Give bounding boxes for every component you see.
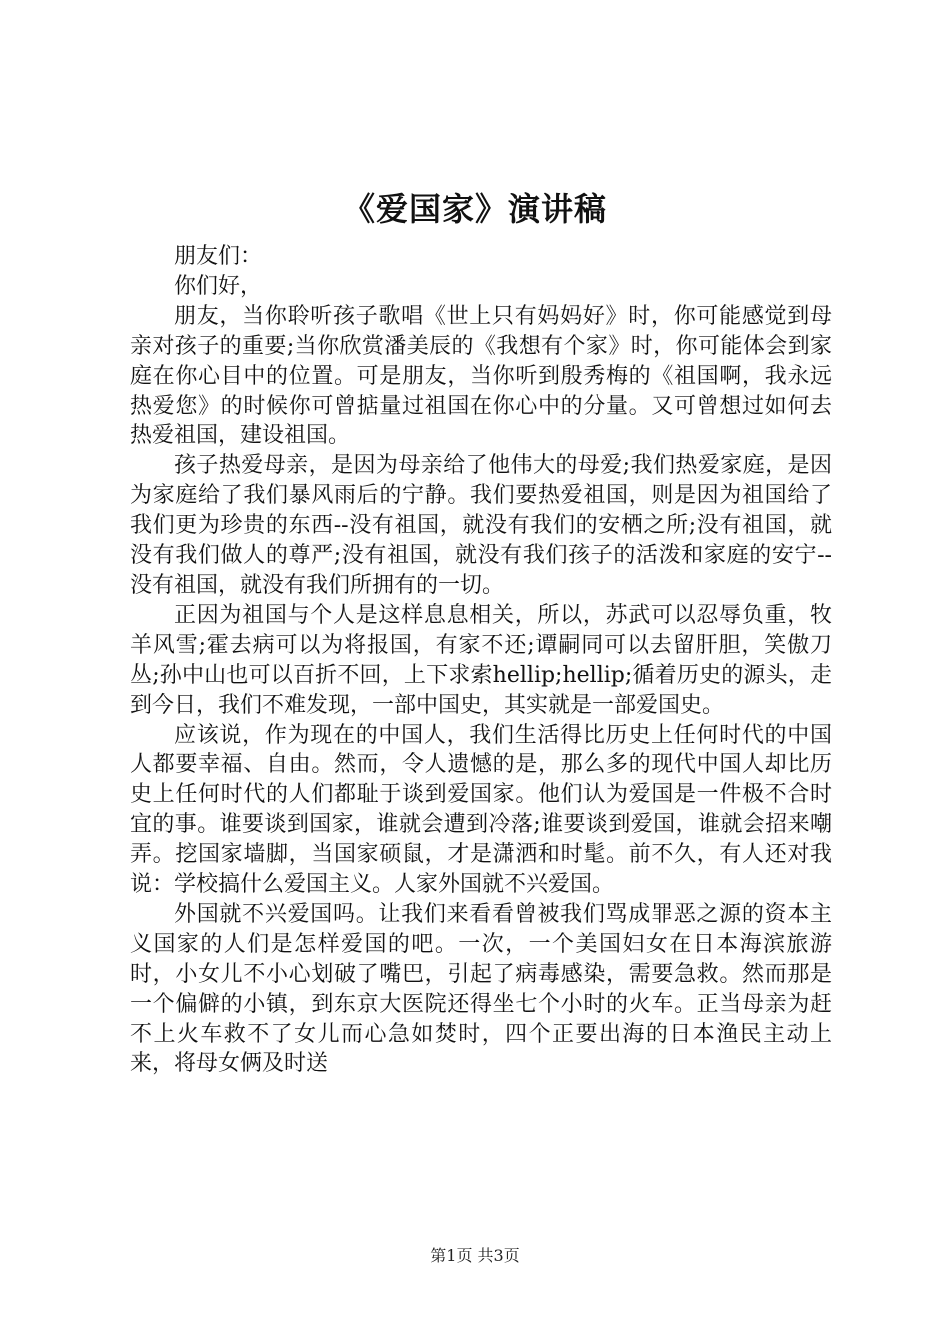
paragraph: 应该说，作为现在的中国人，我们生活得比历史上任何时代的中国人都要幸福、自由。然而，令人遗憾的是，那么多的现代中国人却比历史上任何时代的人们都耻于谈到爱国家。他们认为爱国是一件极不合时宜的事。谁要谈到国家，谁就会遭到冷落;谁要谈到爱国，谁就会招来嘲弄。挖国家墙脚，当国家硕鼠，才是潇洒和时髦。前不久，有人还对我说：学校搞什么爱国主义。人家外国就不兴爱国。 (130, 722, 832, 898)
paragraph: 孩子热爱母亲，是因为母亲给了他伟大的母爱;我们热爱家庭，是因为家庭给了我们暴风雨后的宁静。我们要热爱祖国，则是因为祖国给了我们更为珍贵的东西--没有祖国，就没有我们的安栖之所;没有祖国，就没有我们做人的尊严;没有祖国，就没有我们孩子的活泼和家庭的安宁--没有祖国，就没有我们所拥有的一切。 (130, 453, 832, 598)
document-body (130, 242, 832, 1079)
paragraph: 朋友，当你聆听孩子歌唱《世上只有妈妈好》时，你可能感觉到母亲对孩子的重要;当你欣赏潘美辰的《我想有个家》时，你可能体会到家庭在你心目中的位置。可是朋友，当你听到殷秀梅的《祖国啊，我永远热爱您》的时候你可曾掂量过祖国在你心中的分量。又可曾想过如何去热爱祖国，建设祖国。 (130, 303, 832, 449)
paragraph: 外国就不兴爱国吗。让我们来看看曾被我们骂成罪恶之源的资本主义国家的人们是怎样爱国的吧。一次，一个美国妇女在日本海滨旅游时，小女儿不小心划破了嘴巴，引起了病毒感染，需要急救。然而那是一个偏僻的小镇，到东京大医院还得坐七个小时的火车。正当母亲为赶不上火车救不了女儿而心急如焚时，四个正要出海的日本渔民主动上来，将母女俩及时送 (130, 901, 832, 1077)
paragraph: 正因为祖国与个人是这样息息相关，所以，苏武可以忍辱负重，牧羊风雪;霍去病可以为将报国，有家不还;谭嗣同可以去留肝胆，笑傲刀丛;孙中山也可以百折不回，上下求索hellip;hellip;循着历史的源头，走到今日，我们不难发现，一部中国史，其实就是一部爱国史。 (130, 602, 832, 718)
greeting: 你们好， (174, 273, 263, 299)
salutation: 朋友们： (174, 244, 263, 269)
document-title: 《爱国家》演讲稿 (342, 190, 607, 228)
page-number-footer: 第1页 共3页 (430, 1246, 520, 1265)
